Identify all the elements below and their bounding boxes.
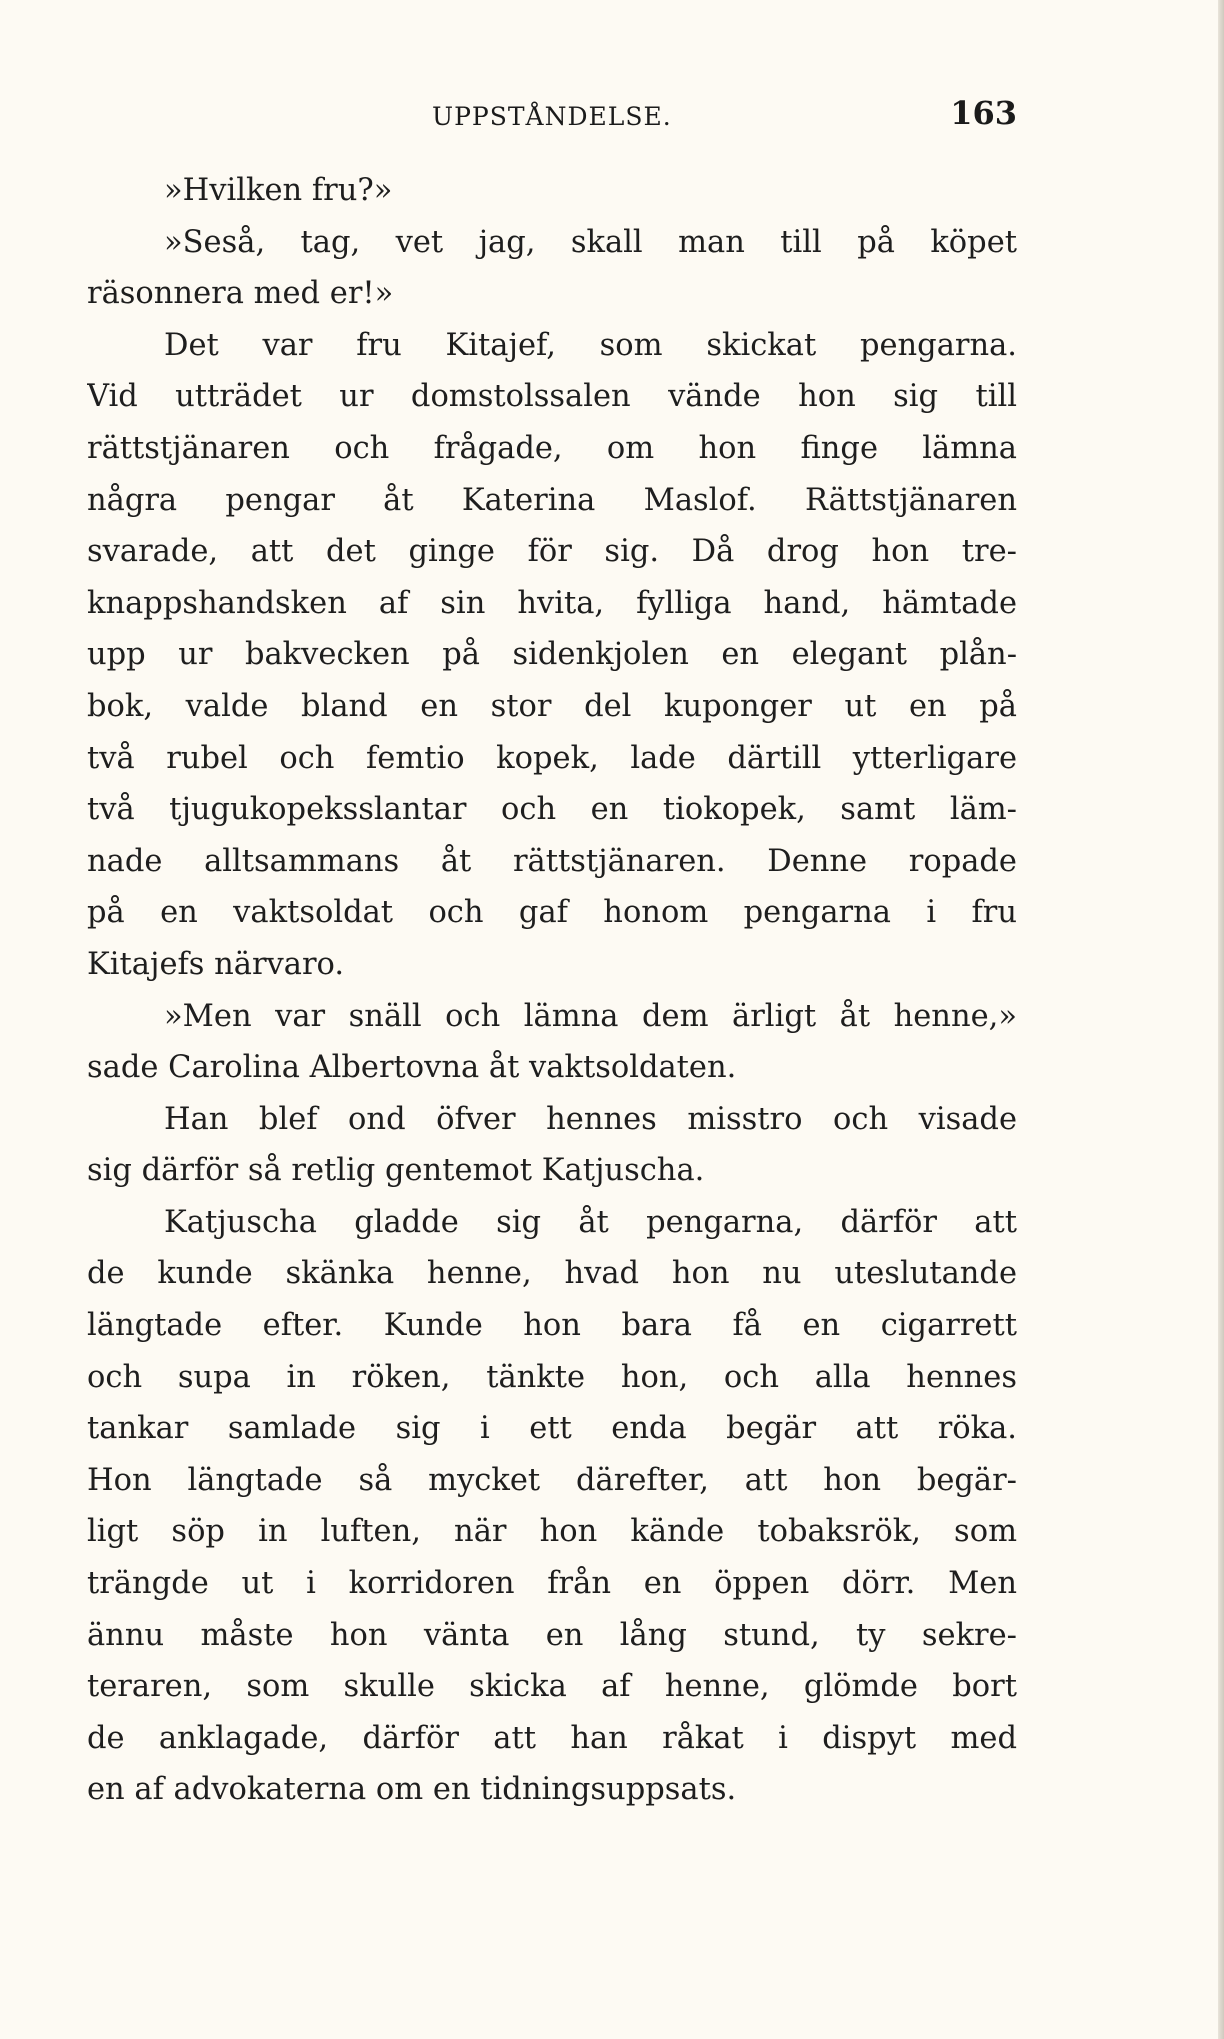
text-line: en af advokaterna om en tidningsuppsats. xyxy=(87,1772,737,1808)
text-line: knappshandsken af sin hvita, fylliga hand, hämtade xyxy=(87,585,1017,621)
text-line: de kunde skänka henne, hvad hon nu uteslutande xyxy=(87,1256,1017,1292)
text-line: några pengar åt Katerina Maslof. Rättstjänaren xyxy=(87,482,1017,518)
text-line: på en vaktsoldat och gaf honom pengarna i fru xyxy=(87,895,1017,931)
text-line: två tjugukopeksslantar och en tiokopek, samt läm- xyxy=(87,792,1017,828)
text-line: »Men var snäll och lämna dem ärligt åt henne,» xyxy=(164,998,1017,1034)
body-text xyxy=(87,165,1017,1816)
text-line: sig därför så retlig gentemot Katjuscha. xyxy=(87,1153,705,1189)
text-line: tankar samlade sig i ett enda begär att röka. xyxy=(87,1411,1017,1447)
text-line: teraren, som skulle skicka af henne, glömde bort xyxy=(87,1669,1017,1705)
text-line: ligt söp in luften, när hon kände tobaksrök, som xyxy=(87,1514,1017,1550)
text-line: »Hvilken fru?» xyxy=(164,173,393,208)
text-line: Katjuscha gladde sig åt pengarna, därför att xyxy=(164,1204,1017,1240)
text-line: Det var fru Kitajef, som skickat pengarna. xyxy=(164,327,1017,363)
text-line: trängde ut i korridoren från en öppen dörr. Men xyxy=(87,1566,1017,1602)
text-line: Vid utträdet ur domstolssalen vände hon sig till xyxy=(87,379,1017,415)
text-line: räsonnera med er!» xyxy=(87,276,394,312)
text-line: Han blef ond öfver hennes misstro och visade xyxy=(164,1101,1017,1137)
text-line: de anklagade, därför att han råkat i dispyt med xyxy=(87,1720,1017,1756)
page-edge xyxy=(1218,0,1224,2039)
running-title: UPPSTÅNDELSE. xyxy=(432,102,672,131)
text-line: två rubel och femtio kopek, lade därtill ytterligare xyxy=(87,740,1017,776)
text-line: bok, valde bland en stor del kuponger ut en på xyxy=(87,688,1017,724)
text-line: nade alltsammans åt rättstjänaren. Denne ropade xyxy=(87,843,1017,879)
text-line: ännu måste hon vänta en lång stund, ty sekre- xyxy=(87,1617,1017,1653)
text-line: upp ur bakvecken på sidenkjolen en elegant plån- xyxy=(87,637,1017,673)
text-line: Kitajefs närvaro. xyxy=(87,946,345,982)
text-line: längtade efter. Kunde hon bara få en cigarrett xyxy=(87,1308,1017,1344)
text-line: sade Carolina Albertovna åt vaktsoldaten. xyxy=(87,1050,737,1086)
text-line: Hon längtade så mycket därefter, att hon begär- xyxy=(87,1462,1017,1498)
text-line: »Seså, tag, vet jag, skall man till på köpet xyxy=(164,224,1017,260)
text-line: rättstjänaren och frågade, om hon finge lämna xyxy=(87,430,1017,466)
page-header xyxy=(87,94,1017,144)
text-line: svarade, att det ginge för sig. Då drog hon tre- xyxy=(87,534,1017,570)
page-number: 163 xyxy=(950,94,1017,132)
text-line: och supa in röken, tänkte hon, och alla hennes xyxy=(87,1359,1017,1395)
